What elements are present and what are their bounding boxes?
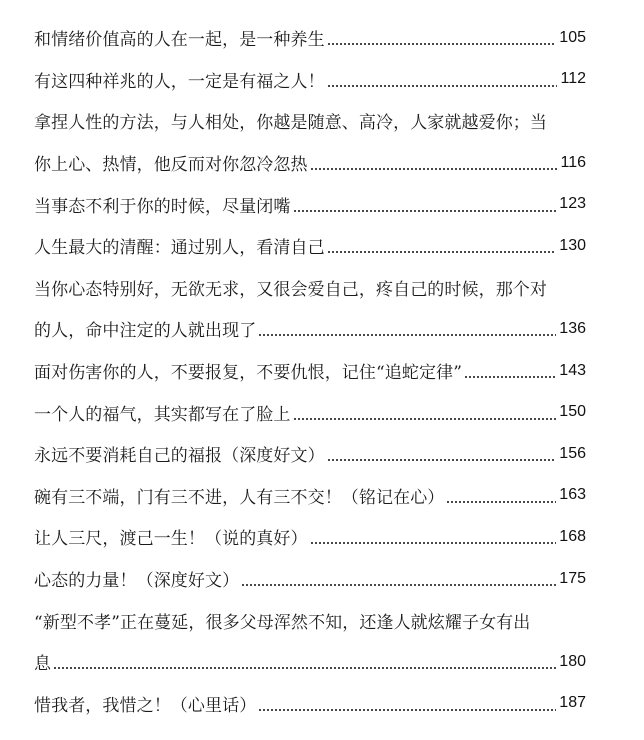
toc-entry-title: 一个人的福气，其实都写在了脸上 [34,404,291,425]
toc-page-number: 175 [559,569,586,587]
toc-entry[interactable] [34,641,586,683]
toc-entry[interactable] [34,350,586,392]
toc-entry-continuation[interactable] [34,267,586,309]
dot-leader [327,71,558,88]
toc-page-number: 180 [559,652,586,670]
toc-entry[interactable] [34,683,586,725]
toc-page-number: 156 [559,444,586,462]
toc-entry[interactable] [34,475,586,517]
dot-leader [327,445,557,462]
dot-leader [327,237,557,254]
toc-entry[interactable] [34,308,586,350]
toc-entry[interactable] [34,59,586,101]
toc-entry-title: “新型不孝”正在蔓延，很多父母浑然不知，还逢人就炫耀子女有出 [34,612,531,633]
toc-page-number: 168 [559,527,586,545]
toc-page-number: 112 [560,70,586,88]
dot-leader [293,404,557,421]
dot-leader [241,570,556,587]
dot-leader [293,196,557,213]
toc-entry-title: 碗有三不端，门有三不进，人有三不交！（铭记在心） [34,487,445,508]
toc-entry-title: 让人三尺，渡己一生！（说的真好） [34,529,308,550]
toc-page-number: 150 [559,403,586,421]
toc-entry-continuation[interactable] [34,100,586,142]
toc-entry-title: 有这四种祥兆的人，一定是有福之人！ [34,71,325,92]
dot-leader [258,320,556,337]
toc-entry-title: 心态的力量！（深度好文） [34,571,240,592]
toc-entry[interactable] [34,391,586,433]
dot-leader [53,653,556,670]
toc-entry-title: 面对伤害你的人，不要报复，不要仇恨，记住“追蛇定律” [34,363,462,384]
toc-page-number: 163 [559,486,586,504]
toc-entry[interactable] [34,433,586,475]
toc-entry[interactable] [34,183,586,225]
toc-entry[interactable] [34,225,586,267]
toc-entry-title: 惜我者，我惜之！（心里话） [34,695,257,716]
toc-page-number: 136 [559,319,586,337]
toc-entry[interactable] [34,516,586,558]
toc-entry-title: 拿捏人性的方法，与人相处，你越是随意、高冷，人家就越爱你；当 [34,113,547,134]
toc-page-number: 105 [559,28,586,46]
toc-page-number: 123 [559,195,586,213]
toc-entry-title: 当你心态特别好，无欲无求，又很会爱自己，疼自己的时候，那个对 [34,279,547,300]
toc-entry-title: 当事态不利于你的时候，尽量闭嘴 [34,196,291,217]
toc-entry[interactable] [34,558,586,600]
toc-entry-continuation[interactable] [34,599,586,641]
toc-page-number: 130 [559,236,586,254]
dot-leader [310,528,557,545]
dot-leader [464,362,556,379]
toc-entry-title: 的人，命中注定的人就出现了 [34,321,257,342]
toc-entry-title: 永远不要消耗自己的福报（深度好文） [34,446,325,467]
toc-entry-title: 人生最大的清醒：通过别人，看清自己 [34,238,325,259]
dot-leader [258,695,556,712]
dot-leader [327,29,557,46]
toc-entry[interactable] [34,17,586,59]
toc-entry-title: 和情绪价值高的人在一起，是一种养生 [34,30,325,51]
toc-entry-title: 你上心、热情，他反而对你忽冷忽热 [34,155,308,176]
toc-page-number: 143 [559,361,586,379]
toc-entry-title: 息 [34,654,52,675]
toc-entry[interactable] [34,142,586,184]
toc-page-number: 187 [559,694,586,712]
dot-leader [310,154,558,171]
table-of-contents [34,17,586,724]
dot-leader [446,487,556,504]
toc-page-number: 116 [560,153,586,171]
